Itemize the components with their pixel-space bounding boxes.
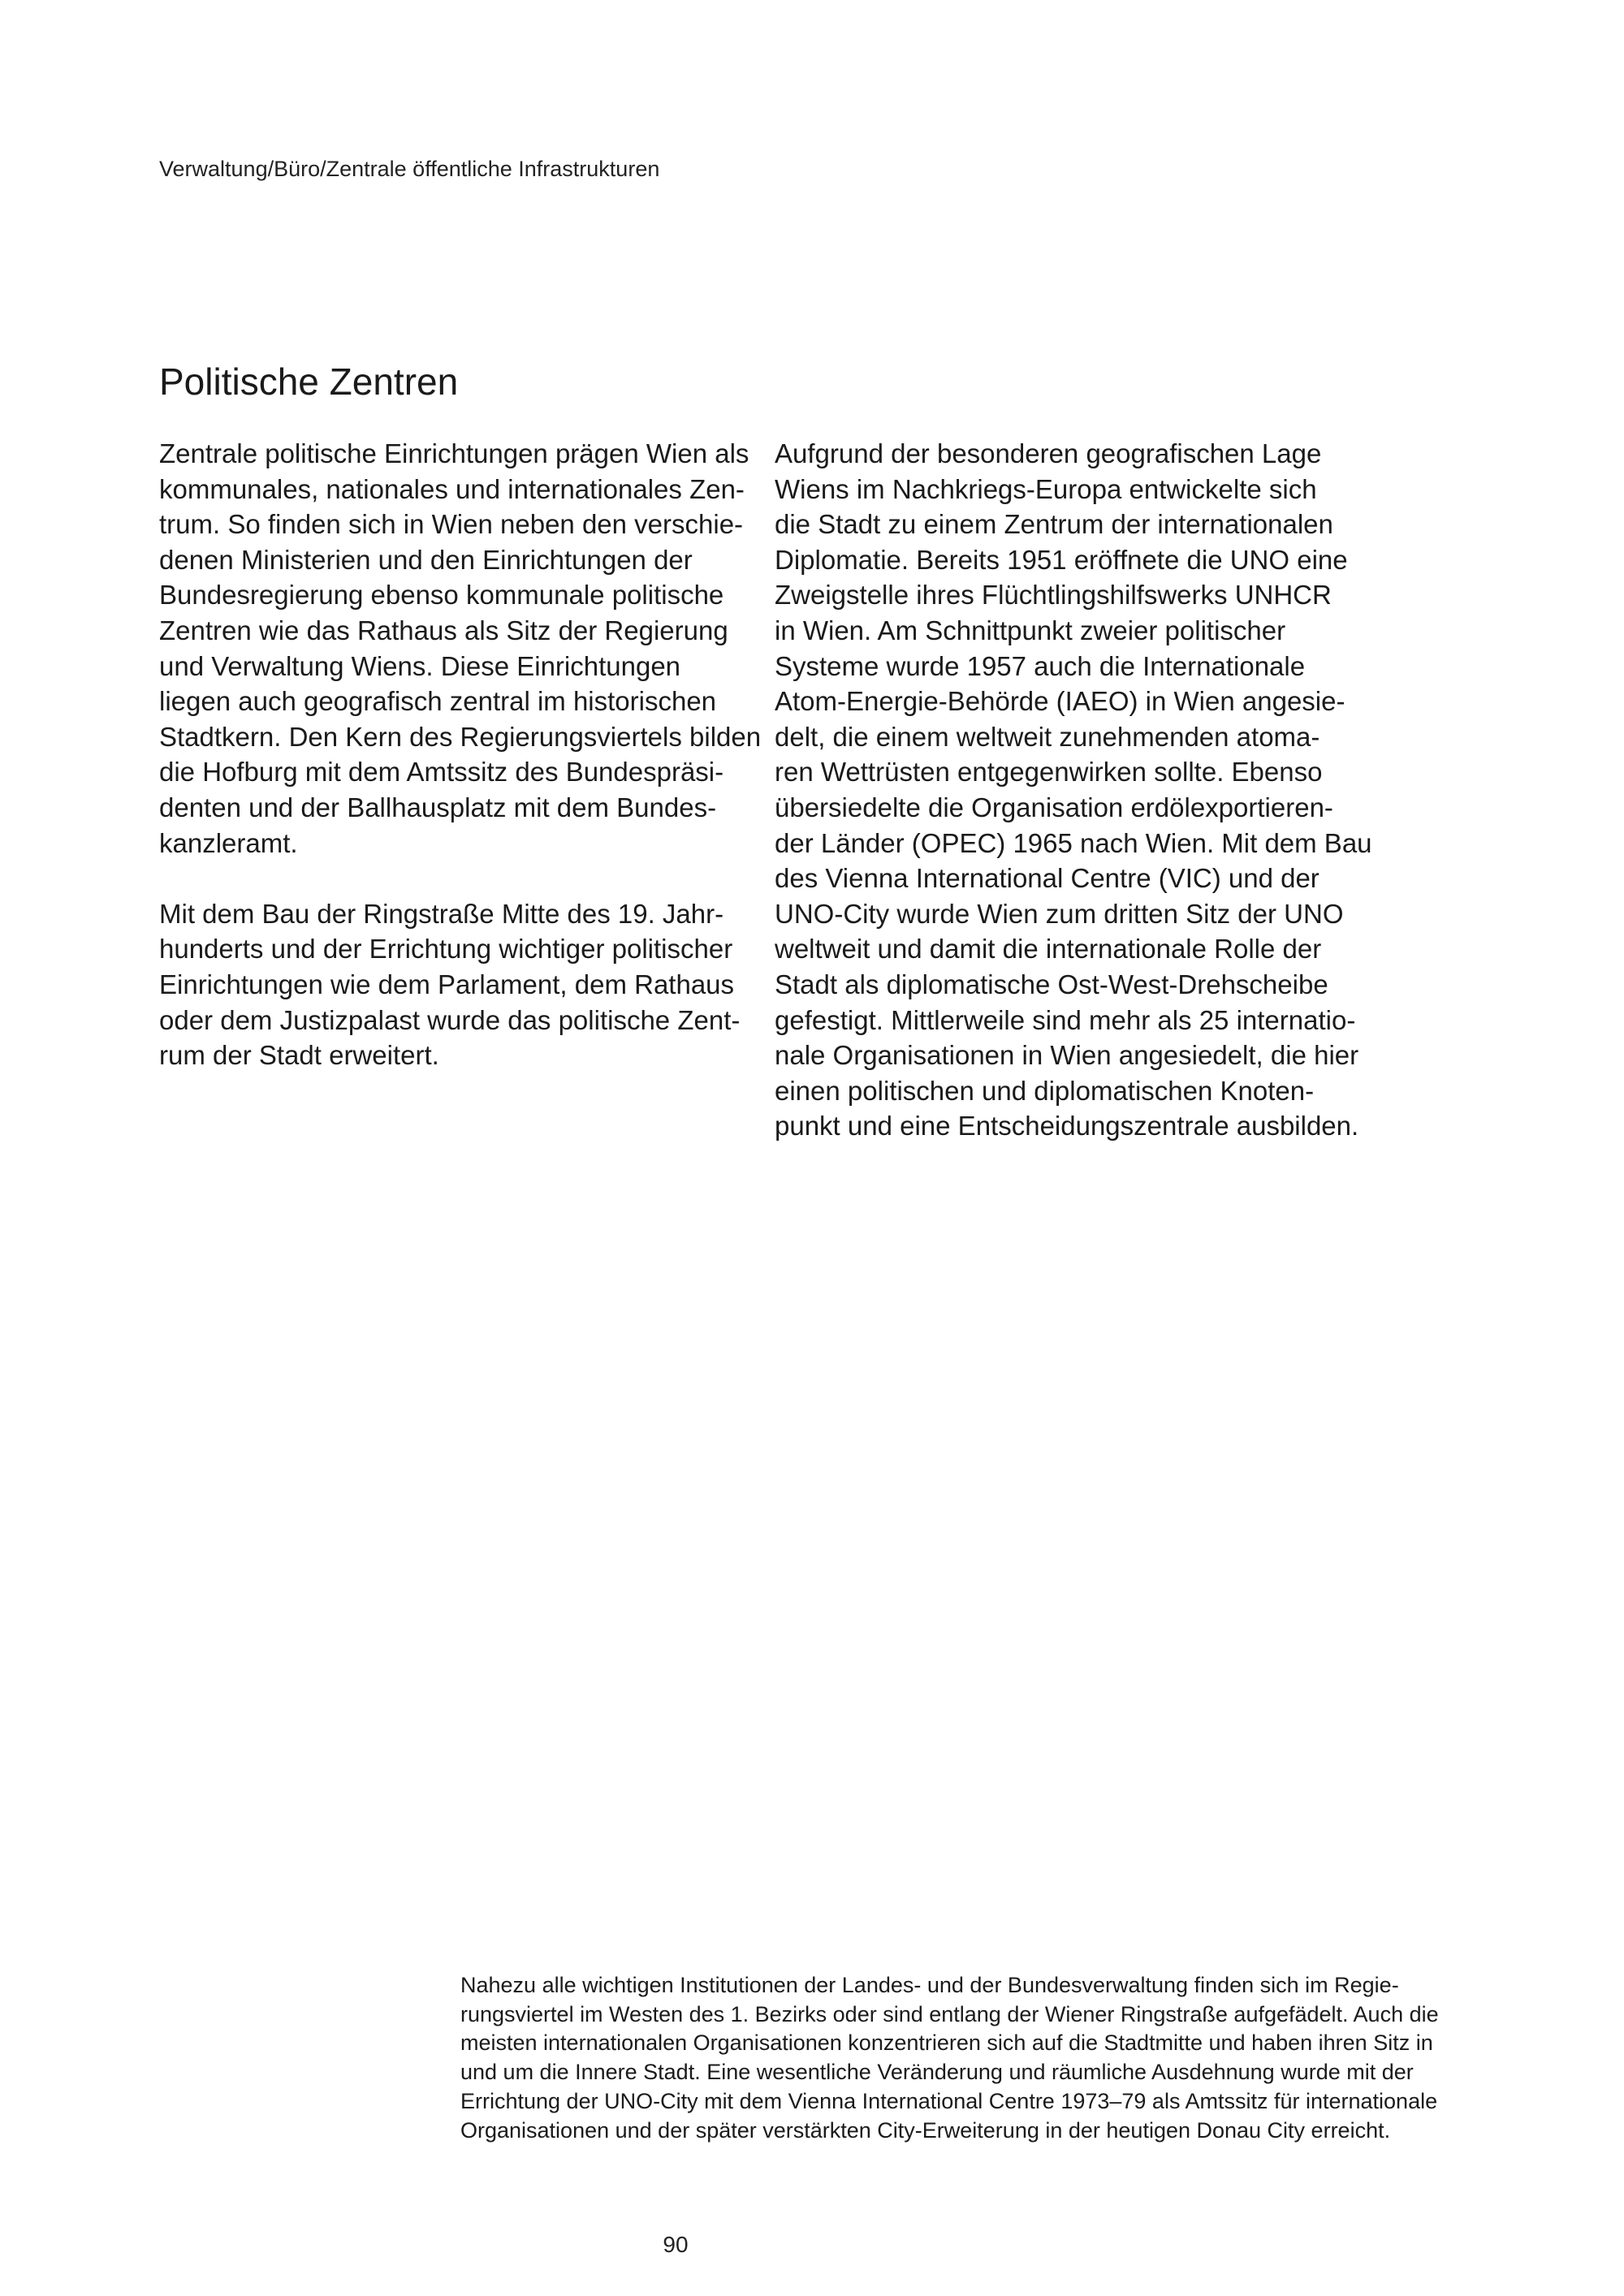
text-line: des Vienna International Centre (VIC) und der: [775, 863, 1320, 894]
text-line: nale Organisationen in Wien angesiedelt, die hier: [775, 1040, 1359, 1071]
text-line: Mit dem Bau der Ringstraße Mitte des 19. Jahr-: [159, 898, 724, 929]
right-column: [775, 436, 1392, 1179]
text-line: Einrichtungen wie dem Parlament, dem Rathaus: [159, 969, 735, 999]
text-line: Zweigstelle ihres Flüchtlingshilfswerks UNHCR: [775, 580, 1332, 611]
text-line: kommunales, nationales und internationales Zen-: [159, 473, 745, 504]
text-line: Bundesregierung ebenso kommunale politische: [159, 580, 724, 611]
right-paragraph-1: [775, 436, 1392, 1144]
text-line: hunderts und der Errichtung wichtiger politischer: [159, 934, 733, 965]
text-line: weltweit und damit die internationale Rolle der: [775, 934, 1322, 965]
left-column: [159, 436, 760, 1108]
text-line: die Hofburg mit dem Amtssitz des Bundespräsi-: [159, 757, 724, 788]
text-line: Stadtkern. Den Kern des Regierungsviertels bilden: [159, 721, 762, 752]
text-line: trum. So finden sich in Wien neben den verschie-: [159, 509, 744, 540]
text-line: Atom-Energie-Behörde (IAEO) in Wien angesie-: [775, 686, 1345, 717]
text-line: Systeme wurde 1957 auch die Internationale: [775, 650, 1306, 681]
figure-caption: [460, 1971, 1484, 2145]
text-line: die Stadt zu einem Zentrum der internationalen: [775, 509, 1333, 540]
text-line: Stadt als diplomatische Ost-West-Drehscheibe: [775, 969, 1328, 999]
page-number: 90: [663, 2232, 689, 2257]
caption-line: Organisationen und der später verstärkten City-Erweiterung in der heutigen Donau City erreicht.: [460, 2117, 1391, 2143]
text-line: delt, die einem weltweit zunehmenden atoma-: [775, 721, 1320, 752]
running-header: Verwaltung/Büro/Zentrale öffentliche Infrastrukturen: [159, 157, 660, 181]
text-line: oder dem Justizpalast wurde das politische Zent-: [159, 1004, 741, 1035]
text-line: einen politischen und diplomatischen Knoten-: [775, 1075, 1315, 1106]
text-line: punkt und eine Entscheidungszentrale ausbilden.: [775, 1111, 1359, 1142]
text-line: UNO-City wurde Wien zum dritten Sitz der UNO: [775, 898, 1344, 929]
text-line: gefestigt. Mittlerweile sind mehr als 25 internatio-: [775, 1004, 1356, 1035]
caption-line: und um die Innere Stadt. Eine wesentliche Veränderung und räumliche Ausdehnung wurde mit der: [460, 2060, 1414, 2085]
text-line: denten und der Ballhausplatz mit dem Bundes-: [159, 792, 717, 822]
text-line: übersiedelte die Organisation erdölexportieren-: [775, 792, 1333, 822]
caption-line: Nahezu alle wichtigen Institutionen der Landes- und der Bundesverwaltung finden sich im Regie-: [460, 1973, 1399, 1997]
text-line: denen Ministerien und den Einrichtungen der: [159, 544, 693, 575]
text-line: und Verwaltung Wiens. Diese Einrichtungen: [159, 650, 681, 681]
text-line: liegen auch geografisch zentral im historischen: [159, 686, 717, 717]
text-line: Wiens im Nachkriegs-Europa entwickelte sich: [775, 473, 1317, 504]
caption-line: meisten internationalen Organisationen konzentrieren sich auf die Stadtmitte und haben ihren Sitz in: [460, 2031, 1433, 2056]
left-paragraph-1: [159, 436, 760, 861]
text-line: Zentren wie das Rathaus als Sitz der Regierung: [159, 615, 728, 645]
section-title: Politische Zentren: [159, 360, 459, 403]
text-line: rum der Stadt erweitert.: [159, 1040, 439, 1071]
text-line: der Länder (OPEC) 1965 nach Wien. Mit dem Bau: [775, 827, 1372, 858]
text-line: kanzleramt.: [159, 827, 298, 858]
text-line: ren Wettrüsten entgegenwirken sollte. Ebenso: [775, 757, 1323, 788]
text-line: Zentrale politische Einrichtungen prägen Wien als: [159, 438, 749, 468]
caption-line: rungsviertel im Westen des 1. Bezirks oder sind entlang der Wiener Ringstraße aufgefädelt. Auch die: [460, 2001, 1439, 2026]
text-line: Aufgrund der besonderen geografischen Lage: [775, 438, 1322, 468]
left-paragraph-2: [159, 896, 760, 1073]
text-line: in Wien. Am Schnittpunkt zweier politischer: [775, 615, 1286, 645]
caption-line: Errichtung der UNO-City mit dem Vienna International Centre 1973–79 als Amtssitz für internationale: [460, 2088, 1438, 2113]
text-line: Diplomatie. Bereits 1951 eröffnete die UNO eine: [775, 544, 1348, 575]
